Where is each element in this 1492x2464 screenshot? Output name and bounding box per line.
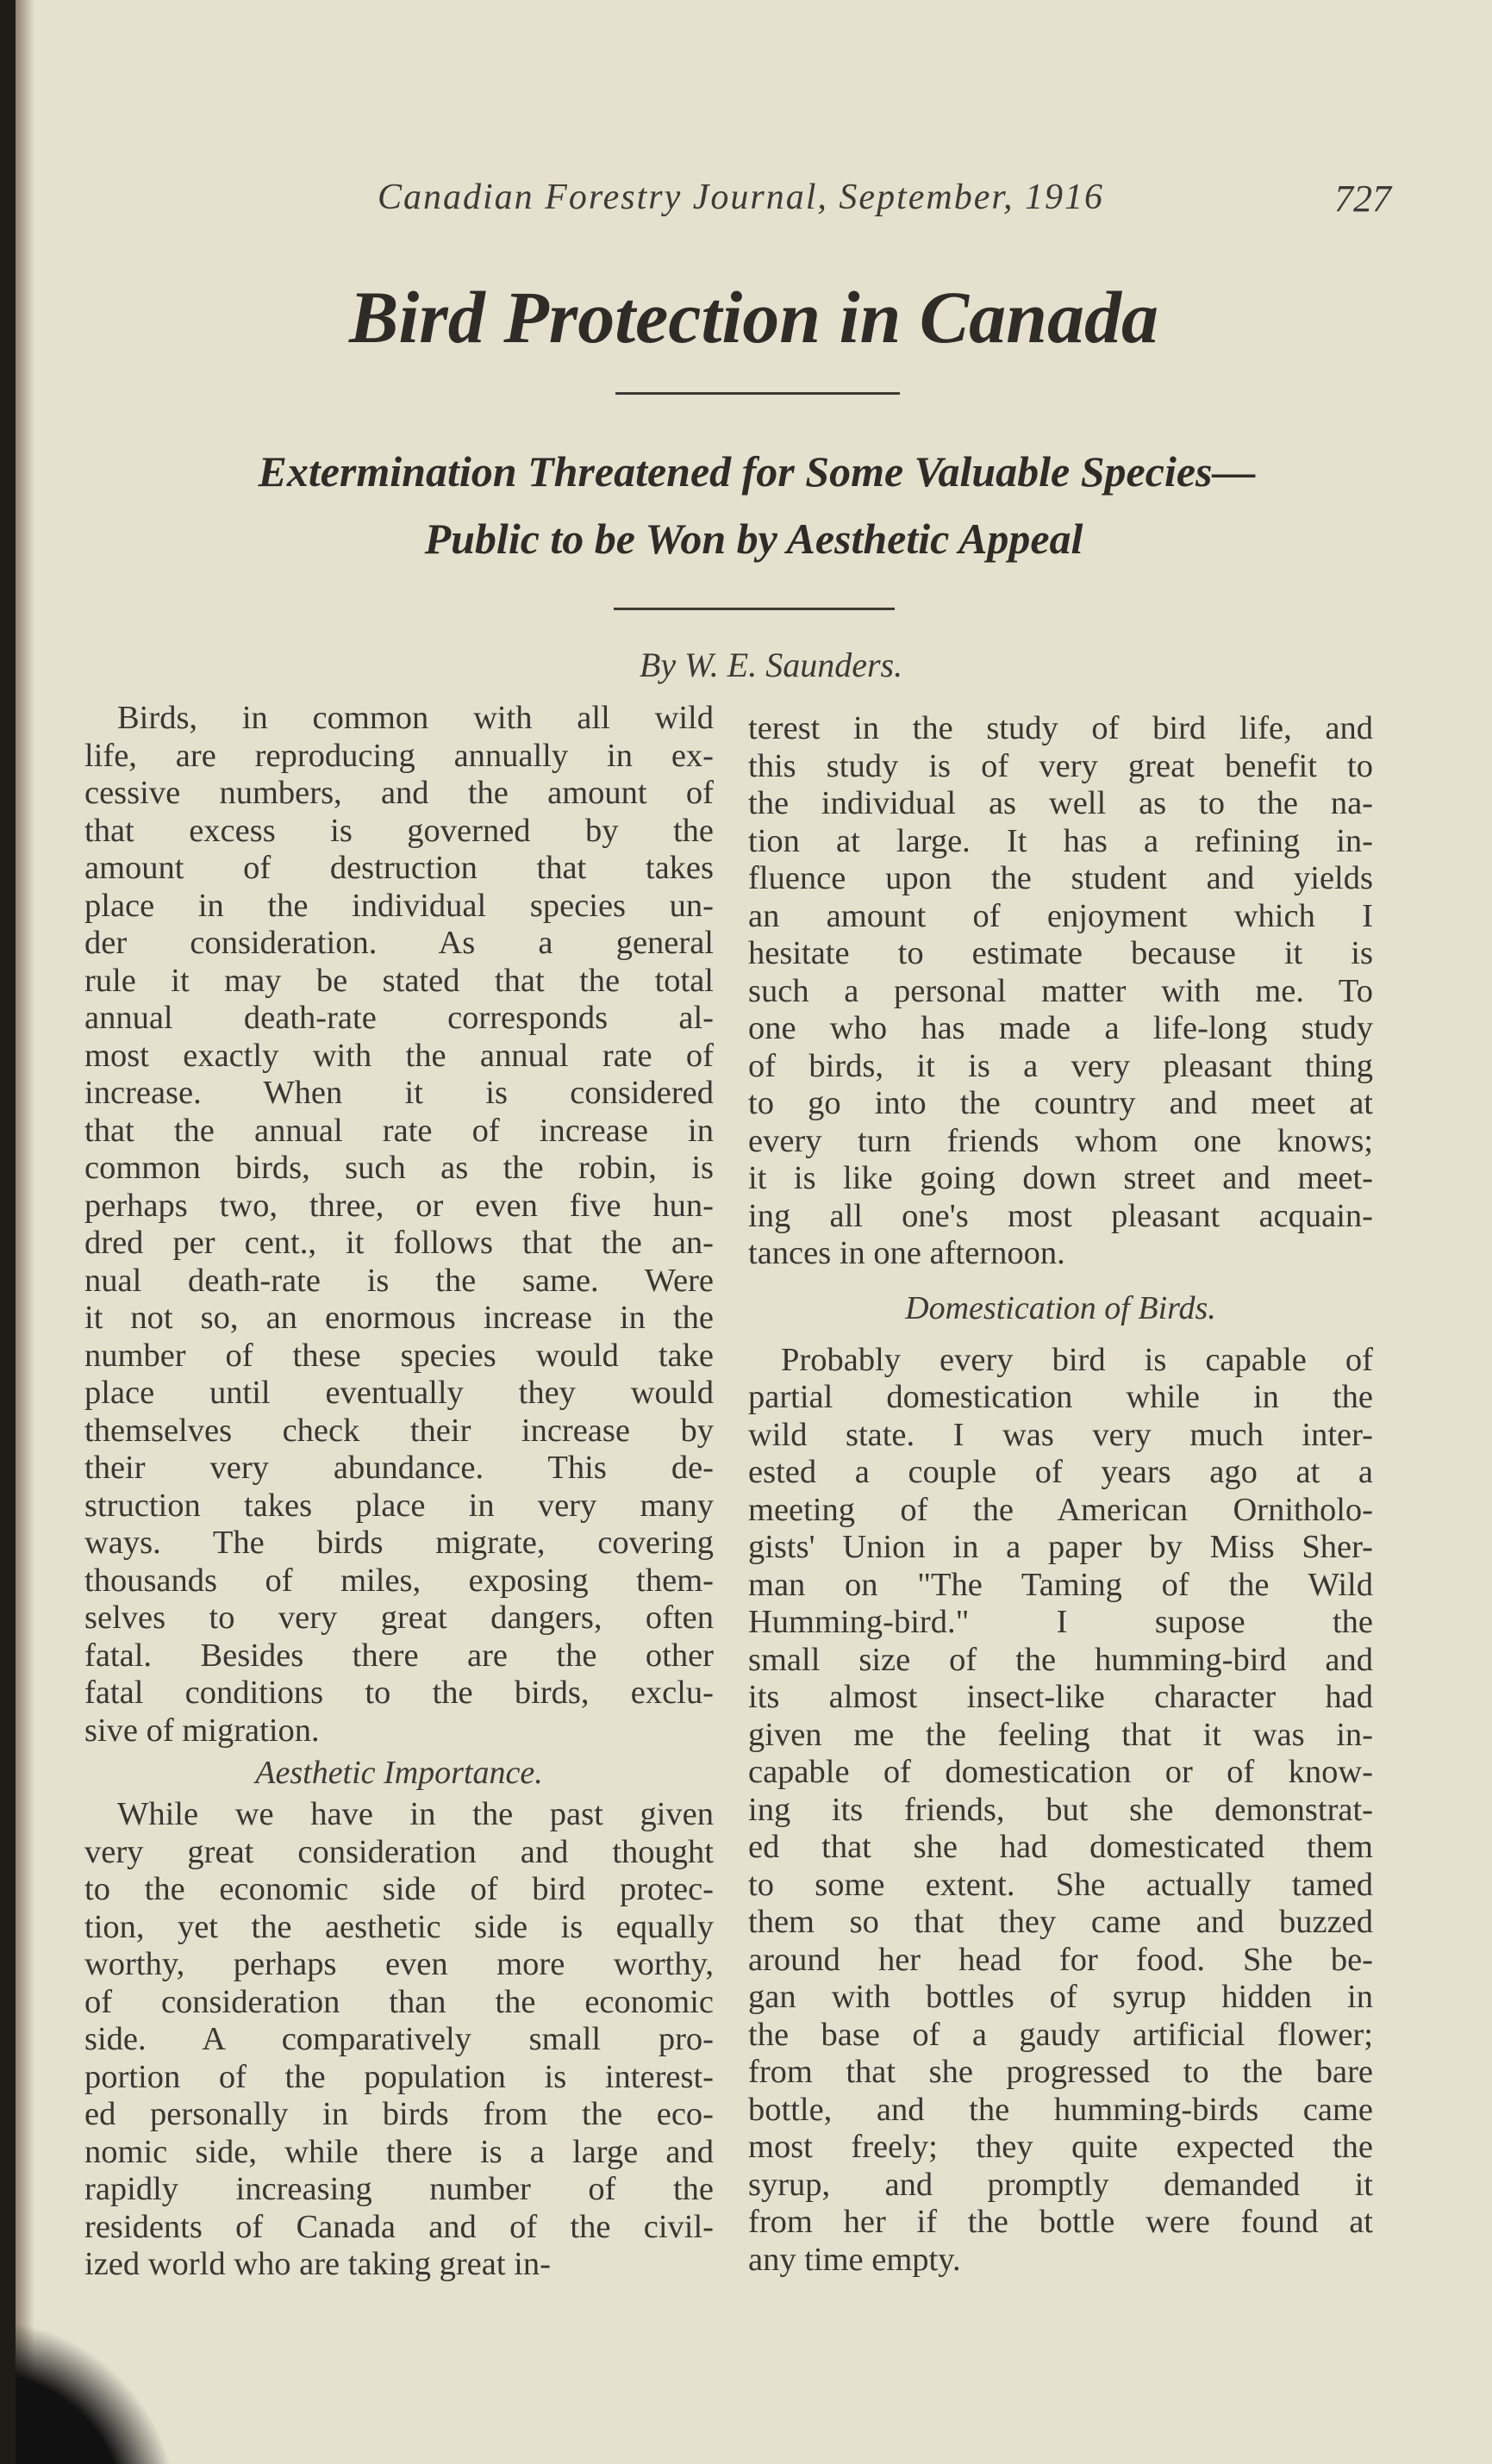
text-line: their very abundance. This de-	[84, 1450, 714, 1486]
text-line: nomic side, while there is a large and	[84, 2133, 714, 2170]
text-line: them so that they came and buzzed	[748, 1904, 1373, 1940]
text-line: partial domestication while in the	[748, 1379, 1373, 1415]
text-line: struction takes place in very many	[84, 1487, 714, 1524]
text-line: gists' Union in a paper by Miss Sher-	[748, 1529, 1373, 1565]
text-line: wild state. I was very much inter-	[748, 1416, 1373, 1453]
text-line: perhaps two, three, or even five hun-	[84, 1187, 714, 1224]
text-line: thousands of miles, exposing them-	[84, 1562, 714, 1599]
text-line: While we have in the past given	[117, 1796, 714, 1832]
text-line: amount of destruction that takes	[84, 850, 714, 886]
text-line: fluence upon the student and yields	[748, 860, 1373, 896]
article-subtitle-line-2: Public to be Won by Aesthetic Appeal	[424, 515, 1083, 563]
text-line: hesitate to estimate because it is	[748, 935, 1373, 971]
text-line: life, are reproducing annually in ex-	[84, 737, 714, 774]
text-line: ing all one's most pleasant acquain-	[748, 1197, 1373, 1234]
page-corner-shadow	[16, 2292, 205, 2464]
text-line: cessive numbers, and the amount of	[84, 775, 714, 811]
text-line: that the annual rate of increase in	[84, 1112, 714, 1149]
right-column	[748, 710, 1373, 2279]
text-line: residents of Canada and of the civil-	[84, 2208, 714, 2245]
text-line: this study is of very great benefit to	[748, 747, 1373, 784]
text-line: very great consideration and thought	[84, 1833, 714, 1870]
text-line: Humming-bird." I supose the	[748, 1604, 1373, 1640]
text-line: Probably every bird is capable of	[781, 1341, 1373, 1378]
text-line: worthy, perhaps even more worthy,	[84, 1946, 714, 1982]
text-line: portion of the population is interest-	[84, 2058, 714, 2095]
text-line: most exactly with the annual rate of	[84, 1037, 714, 1074]
section-heading-domestication: Domestication of Birds.	[905, 1289, 1216, 1326]
text-line: of birds, it is a very pleasant thing	[748, 1047, 1373, 1084]
text-line: ed that she had domesticated them	[748, 1829, 1373, 1865]
text-line: from that she progressed to the bare	[748, 2054, 1373, 2090]
text-line: sive of migration.	[84, 1712, 320, 1749]
journal-page	[16, 0, 1492, 2464]
text-line: number of these species would take	[84, 1337, 714, 1374]
page-number: 727	[1334, 178, 1391, 220]
text-line: annual death-rate corresponds al-	[84, 1000, 714, 1036]
byline: By W. E. Saunders.	[639, 646, 903, 684]
text-line: Birds, in common with all wild	[117, 700, 714, 736]
text-line: ed personally in birds from the eco-	[84, 2096, 714, 2132]
text-line: any time empty.	[748, 2241, 961, 2278]
text-line: tion at large. It has a refining in-	[748, 822, 1373, 859]
text-line: common birds, such as the robin, is	[84, 1150, 714, 1186]
text-line: themselves check their increase by	[84, 1412, 714, 1449]
text-line: dred per cent., it follows that the an-	[84, 1225, 714, 1261]
text-line: of consideration than the economic	[84, 1983, 714, 2020]
text-line: ing its friends, but she demonstrat-	[748, 1791, 1373, 1828]
text-line: ways. The birds migrate, covering	[84, 1525, 714, 1561]
text-line: place until eventually they would	[84, 1375, 714, 1411]
text-line: from her if the bottle were found at	[748, 2204, 1373, 2240]
text-line: syrup, and promptly demanded it	[748, 2166, 1373, 2203]
text-line: selves to very great dangers, often	[84, 1600, 714, 1636]
text-line: it not so, an enormous increase in the	[84, 1300, 714, 1336]
text-line: it is like going down street and meet-	[748, 1160, 1373, 1196]
text-line: terest in the study of bird life, and	[748, 710, 1373, 746]
text-line: the base of a gaudy artificial flower;	[748, 2016, 1373, 2053]
text-line: rapidly increasing number of the	[84, 2171, 714, 2207]
text-line: its almost insect-like character had	[748, 1679, 1373, 1715]
left-paragraph-1	[84, 700, 714, 1750]
text-line: to go into the country and meet at	[748, 1085, 1373, 1121]
text-line: one who has made a life-long study	[748, 1010, 1373, 1046]
text-line: man on "The Taming of the Wild	[748, 1566, 1373, 1603]
text-line: most freely; they quite expected the	[748, 2129, 1373, 2165]
text-line: nual death-rate is the same. Were	[84, 1262, 714, 1299]
text-line: gan with bottles of syrup hidden in	[748, 1979, 1373, 2015]
text-line: bottle, and the humming-birds came	[748, 2091, 1373, 2128]
text-line: such a personal matter with me. To	[748, 972, 1373, 1009]
text-line: fatal. Besides there are the other	[84, 1637, 714, 1674]
text-line: small size of the humming-bird and	[748, 1641, 1373, 1678]
right-paragraph-2	[748, 1342, 1373, 2280]
text-line: rule it may be stated that the total	[84, 962, 714, 999]
running-head: Canadian Forestry Journal, September, 1916	[378, 178, 1105, 217]
article-title: Bird Protection in Canada	[349, 276, 1158, 359]
text-line: tion, yet the aesthetic side is equally	[84, 1908, 714, 1945]
text-line: increase. When it is considered	[84, 1075, 714, 1111]
title-rule	[615, 392, 900, 395]
text-line: every turn friends whom one knows;	[748, 1122, 1373, 1159]
text-line: to some extent. She actually tamed	[748, 1866, 1373, 1903]
text-line: around her head for food. She be-	[748, 1941, 1373, 1978]
left-paragraph-2	[84, 1796, 714, 2284]
text-line: an amount of enjoyment which I	[748, 897, 1373, 934]
text-line: side. A comparatively small pro-	[84, 2021, 714, 2057]
subtitle-rule	[614, 608, 895, 610]
text-line: ested a couple of years ago at a	[748, 1454, 1373, 1490]
text-line: given me the feeling that it was in-	[748, 1716, 1373, 1753]
right-paragraph-1	[748, 710, 1373, 1273]
page-gutter-shadow	[16, 0, 34, 2464]
text-line: place in the individual species un-	[84, 887, 714, 924]
text-line: that excess is governed by the	[84, 812, 714, 849]
text-line: to the economic side of bird protec-	[84, 1871, 714, 1907]
text-line: der consideration. As a general	[84, 925, 714, 961]
text-line: meeting of the American Ornitholo-	[748, 1491, 1373, 1528]
text-line: tances in one afternoon.	[748, 1235, 1065, 1271]
section-heading-aesthetic: Aesthetic Importance.	[255, 1755, 543, 1791]
text-line: the individual as well as to the na-	[748, 785, 1373, 821]
text-line: fatal conditions to the birds, exclu-	[84, 1675, 714, 1711]
text-line: capable of domestication or of know-	[748, 1754, 1373, 1790]
text-line: ized world who are taking great in-	[84, 2246, 551, 2282]
left-column	[84, 700, 714, 2284]
article-subtitle-line-1: Extermination Threatened for Some Valuable Species—	[258, 447, 1256, 496]
